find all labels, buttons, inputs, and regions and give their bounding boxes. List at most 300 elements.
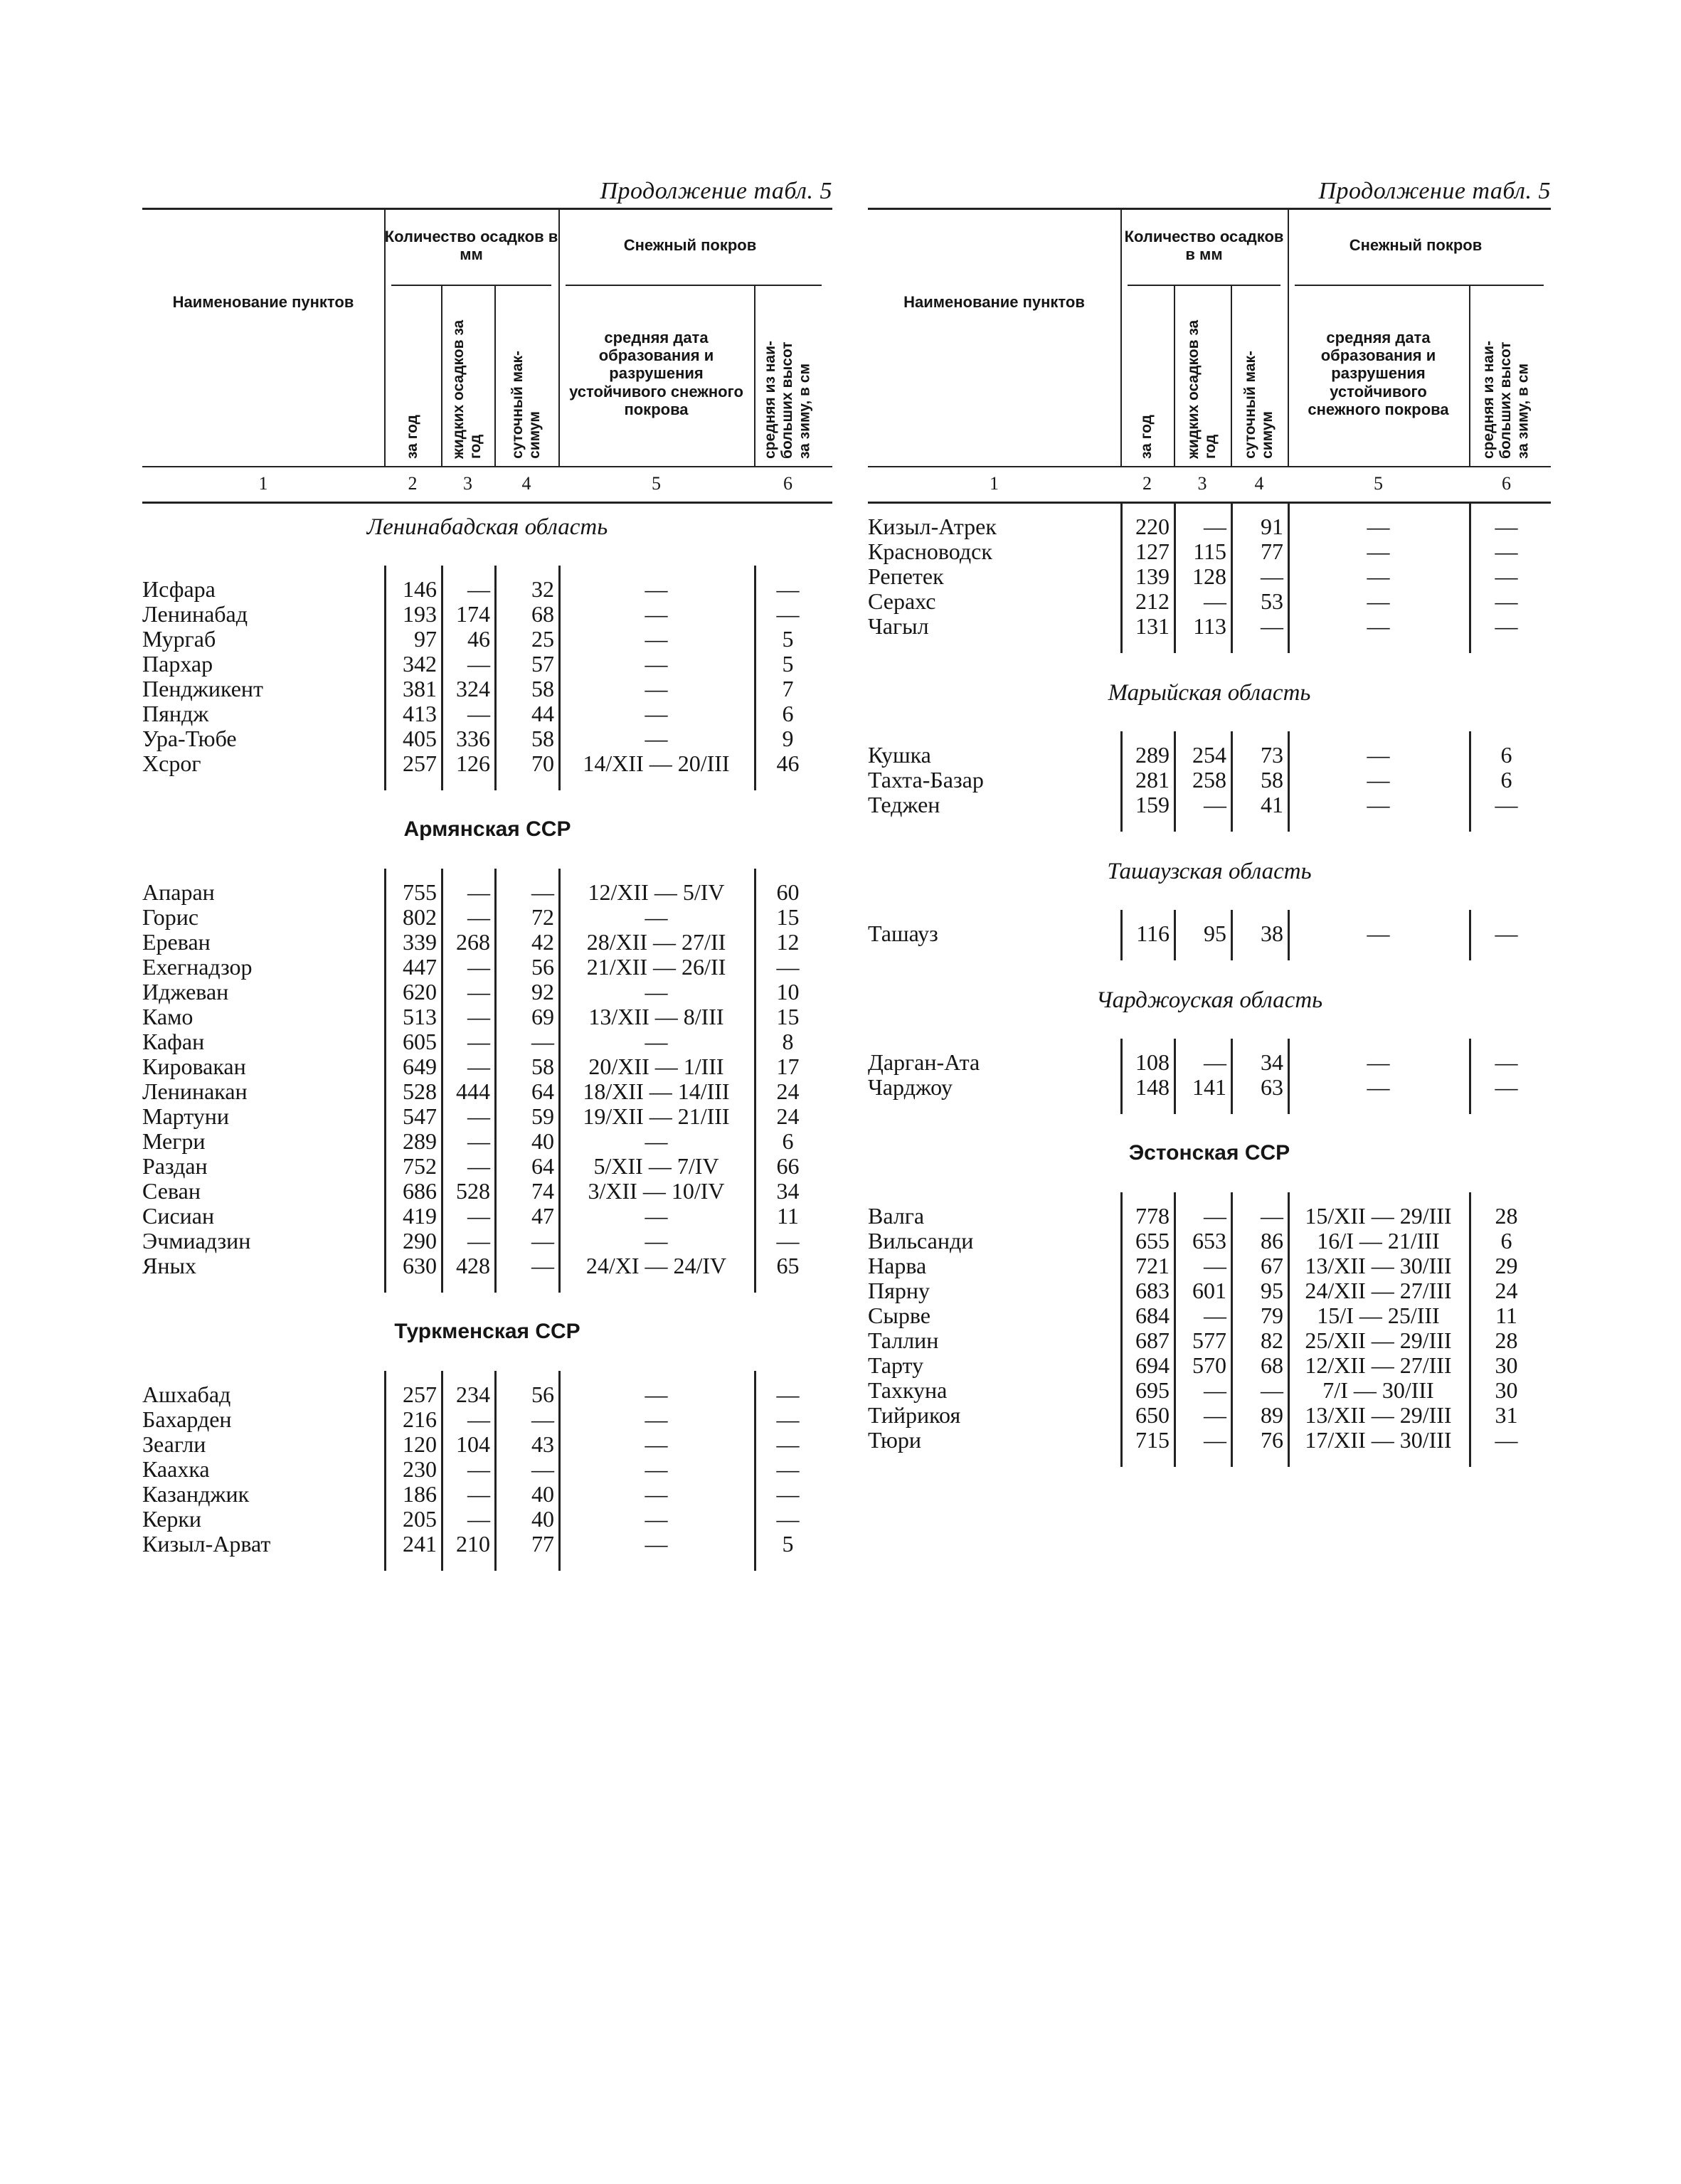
- row-cell: 46: [776, 751, 800, 776]
- row-cell: —: [1204, 792, 1226, 817]
- row-cell: 70: [531, 751, 554, 776]
- row-cell: 778: [1135, 1203, 1170, 1229]
- row-cell: Ташауз: [868, 921, 938, 946]
- row-cell: —: [645, 1506, 668, 1532]
- row-cell: Пяндж: [142, 701, 209, 726]
- row-cell: —: [467, 1029, 490, 1054]
- row-cell: 14/XII — 20/III: [583, 751, 730, 776]
- row-cell: 193: [403, 601, 437, 627]
- header-snow: Снежный покров: [1349, 236, 1483, 255]
- row-cell: Сисиан: [142, 1203, 215, 1229]
- row-cell: —: [776, 1506, 800, 1532]
- row-cell: 91: [1261, 514, 1283, 539]
- row-cell: 684: [1135, 1303, 1170, 1328]
- row-cell: 127: [1135, 539, 1170, 564]
- header-snow: Снежный покров: [623, 236, 757, 255]
- section-block: [868, 1017, 1551, 1128]
- table-row: [142, 1104, 832, 1129]
- row-cell: 97: [414, 626, 437, 652]
- row-cell: —: [467, 1153, 490, 1179]
- row-cell: 15/XII — 29/III: [1305, 1203, 1452, 1229]
- row-cell: —: [645, 1228, 668, 1253]
- row-cell: —: [1367, 792, 1390, 817]
- row-cell: 25/XII — 29/III: [1305, 1327, 1452, 1353]
- row-cell: 40: [531, 1506, 554, 1532]
- row-cell: 802: [403, 904, 437, 930]
- row-cell: 339: [403, 929, 437, 955]
- row-cell: 68: [531, 601, 554, 627]
- row-cell: —: [1204, 1427, 1226, 1453]
- section-block: [142, 1350, 832, 1585]
- row-cell: 7: [782, 676, 794, 701]
- header-divider: [384, 210, 386, 466]
- row-cell: Сырве: [868, 1303, 930, 1328]
- row-cell: 63: [1261, 1074, 1283, 1100]
- row-cell: —: [1204, 588, 1226, 614]
- table-row: [142, 1482, 832, 1507]
- header-name: Наименование пунктов: [172, 293, 354, 312]
- row-cell: —: [1495, 1074, 1518, 1100]
- header-divider: [1174, 285, 1175, 466]
- row-cell: 58: [531, 1054, 554, 1079]
- row-cell: 34: [776, 1178, 800, 1204]
- row-cell: Казанджик: [142, 1481, 250, 1507]
- row-cell: 56: [531, 1382, 554, 1407]
- row-cell: 24: [1495, 1278, 1518, 1303]
- row-cell: —: [1367, 563, 1390, 589]
- table-row: [142, 1532, 832, 1557]
- row-cell: —: [1495, 1427, 1518, 1453]
- table-row: [142, 1204, 832, 1229]
- row-cell: 268: [456, 929, 490, 955]
- row-cell: Пярну: [868, 1278, 930, 1303]
- header-height-cell: [754, 288, 822, 459]
- row-cell: Раздан: [142, 1153, 208, 1179]
- row-cell: —: [776, 1431, 800, 1457]
- row-cell: 41: [1261, 792, 1283, 817]
- row-cell: —: [1367, 1074, 1390, 1100]
- row-cell: 148: [1135, 1074, 1170, 1100]
- row-cell: Хсрог: [142, 751, 201, 776]
- table-row: [142, 1129, 832, 1154]
- row-cell: 79: [1261, 1303, 1283, 1328]
- header-divider: [1231, 285, 1232, 466]
- table-row: [142, 1054, 832, 1079]
- row-cell: 234: [456, 1382, 490, 1407]
- row-cell: —: [776, 1406, 800, 1432]
- row-cell: —: [645, 1128, 668, 1154]
- row-cell: —: [645, 601, 668, 627]
- section-title-text: Армянская ССР: [403, 817, 571, 841]
- row-cell: —: [467, 1128, 490, 1154]
- section-title: [868, 846, 1551, 889]
- row-cell: 257: [403, 751, 437, 776]
- row-cell: 16/I — 21/III: [1317, 1228, 1440, 1253]
- row-cell: 216: [403, 1406, 437, 1432]
- row-cell: 241: [403, 1531, 437, 1557]
- row-cell: —: [776, 576, 800, 602]
- row-cell: Мургаб: [142, 626, 216, 652]
- row-cell: —: [531, 1029, 554, 1054]
- column-number: 2: [408, 473, 418, 494]
- table-row: [142, 980, 832, 1004]
- section-block: [868, 502, 1551, 667]
- row-cell: Тюри: [868, 1427, 921, 1453]
- row-cell: 12: [776, 929, 800, 955]
- header-height: средняя из наи- больших высот за зиму, в см: [762, 341, 813, 459]
- row-cell: Ура-Тюбе: [142, 726, 237, 751]
- table-row: [868, 1353, 1551, 1378]
- row-cell: 210: [456, 1531, 490, 1557]
- row-cell: —: [776, 1456, 800, 1482]
- row-cell: —: [1367, 1049, 1390, 1075]
- row-cell: —: [1495, 921, 1518, 946]
- row-cell: Кушка: [868, 742, 931, 768]
- row-cell: —: [1367, 588, 1390, 614]
- row-cell: 120: [403, 1431, 437, 1457]
- row-cell: 108: [1135, 1049, 1170, 1075]
- row-cell: 58: [1261, 767, 1283, 793]
- row-cell: 695: [1135, 1377, 1170, 1403]
- row-cell: Апаран: [142, 879, 215, 905]
- table-row: [142, 1154, 832, 1179]
- header-dates: средняя дата образования и разрушения устойчивого снежного покрова: [1308, 328, 1449, 418]
- row-cell: —: [645, 701, 668, 726]
- row-cell: 73: [1261, 742, 1283, 768]
- header-year-cell: [1120, 288, 1174, 459]
- header-year: за год: [1138, 414, 1155, 459]
- row-cell: 687: [1135, 1327, 1170, 1353]
- row-cell: Валга: [868, 1203, 925, 1229]
- table-row: [142, 1004, 832, 1029]
- row-cell: 11: [777, 1203, 799, 1229]
- row-cell: 17/XII — 30/III: [1305, 1427, 1452, 1453]
- row-cell: 24: [776, 1078, 800, 1104]
- row-cell: 10: [776, 979, 800, 1004]
- row-cell: Таллин: [868, 1327, 939, 1353]
- row-cell: —: [645, 1029, 668, 1054]
- table-continuation-label: Продолжение табл. 5: [600, 178, 832, 204]
- row-cell: —: [531, 879, 554, 905]
- row-cell: 66: [776, 1153, 800, 1179]
- row-cell: —: [467, 651, 490, 677]
- row-cell: 220: [1135, 514, 1170, 539]
- row-cell: 715: [1135, 1427, 1170, 1453]
- table-row: [868, 1303, 1551, 1328]
- table-row: [142, 880, 832, 905]
- row-cell: —: [1495, 792, 1518, 817]
- row-cell: 126: [456, 751, 490, 776]
- column-number: 6: [1502, 473, 1511, 494]
- row-cell: Тахкуна: [868, 1377, 948, 1403]
- section-title: [142, 805, 832, 847]
- row-cell: Исфара: [142, 576, 216, 602]
- header-divider: [494, 285, 496, 466]
- row-cell: Ленинакан: [142, 1078, 248, 1104]
- table-header: [142, 210, 832, 502]
- table-row: [142, 1253, 832, 1278]
- row-cell: 6: [782, 701, 794, 726]
- row-cell: —: [776, 1228, 800, 1253]
- header-liquid: жидких осадков за год: [1184, 319, 1219, 459]
- row-cell: Вильсанди: [868, 1228, 974, 1253]
- header-precip: Количество осадков в мм: [384, 227, 558, 263]
- row-cell: 116: [1136, 921, 1170, 946]
- row-cell: —: [645, 1481, 668, 1507]
- row-cell: —: [467, 701, 490, 726]
- column-number-row: [142, 466, 832, 502]
- table-row: [142, 1179, 832, 1204]
- row-cell: 141: [1192, 1074, 1226, 1100]
- row-cell: 721: [1135, 1253, 1170, 1278]
- header-height: средняя из наи- больших высот за зиму, в см: [1480, 341, 1532, 459]
- row-cell: —: [531, 1406, 554, 1432]
- row-cell: Нарва: [868, 1253, 927, 1278]
- row-cell: 257: [403, 1382, 437, 1407]
- column-number: 4: [1254, 473, 1264, 494]
- row-cell: —: [467, 1456, 490, 1482]
- header-divider: [558, 210, 560, 466]
- row-cell: —: [1204, 1203, 1226, 1229]
- row-cell: Керки: [142, 1506, 201, 1532]
- row-cell: 24: [776, 1103, 800, 1129]
- row-cell: 69: [531, 1004, 554, 1029]
- table-row: [868, 589, 1551, 614]
- header-name: Наименование пунктов: [903, 293, 1085, 312]
- row-cell: —: [645, 1456, 668, 1482]
- row-cell: 32: [531, 576, 554, 602]
- table-row: [142, 930, 832, 955]
- table-row: [868, 564, 1551, 589]
- row-cell: 336: [456, 726, 490, 751]
- row-cell: 5: [782, 1531, 794, 1557]
- row-cell: 104: [456, 1431, 490, 1457]
- row-cell: 653: [1192, 1228, 1226, 1253]
- table-row: [868, 539, 1551, 564]
- section-block: [868, 1171, 1551, 1481]
- row-cell: —: [645, 904, 668, 930]
- row-cell: 755: [403, 879, 437, 905]
- row-cell: —: [1204, 1253, 1226, 1278]
- row-cell: 92: [531, 979, 554, 1004]
- row-cell: —: [467, 1004, 490, 1029]
- row-cell: 21/XII — 26/II: [586, 954, 726, 980]
- row-cell: Каахка: [142, 1456, 210, 1482]
- row-cell: 77: [1261, 539, 1283, 564]
- row-cell: —: [645, 1406, 668, 1432]
- row-cell: 12/XII — 27/III: [1305, 1352, 1452, 1378]
- table-row: [142, 701, 832, 726]
- section-title-text: Ташаузская область: [1107, 859, 1312, 884]
- row-cell: 24/XI — 24/IV: [585, 1253, 727, 1278]
- row-cell: 289: [403, 1128, 437, 1154]
- row-cell: —: [1204, 1402, 1226, 1428]
- row-cell: 13/XII — 8/III: [588, 1004, 724, 1029]
- row-cell: 601: [1192, 1278, 1226, 1303]
- row-cell: Пархар: [142, 651, 213, 677]
- header-divider: [1288, 210, 1289, 466]
- table-row: [868, 1428, 1551, 1453]
- row-cell: —: [1495, 613, 1518, 639]
- column-number: 1: [990, 473, 999, 494]
- table-row: [868, 921, 1551, 946]
- row-cell: 570: [1192, 1352, 1226, 1378]
- row-cell: 281: [1135, 767, 1170, 793]
- header-dates: средняя дата образования и разрушения устойчивого снежного покрова: [569, 328, 743, 418]
- row-cell: 447: [403, 954, 437, 980]
- row-cell: 30: [1495, 1352, 1518, 1378]
- column-number-row: [868, 466, 1551, 502]
- row-cell: —: [1204, 1377, 1226, 1403]
- row-cell: 528: [403, 1078, 437, 1104]
- row-cell: 405: [403, 726, 437, 751]
- section-title: [142, 1307, 832, 1350]
- row-cell: Тарту: [868, 1352, 924, 1378]
- table-row: [142, 1229, 832, 1253]
- row-cell: Серахс: [868, 588, 936, 614]
- header-group-rule: [1295, 285, 1544, 286]
- row-cell: —: [467, 1228, 490, 1253]
- row-cell: 694: [1135, 1352, 1170, 1378]
- row-cell: 342: [403, 651, 437, 677]
- row-cell: —: [645, 1203, 668, 1229]
- row-cell: Ехегнадзор: [142, 954, 253, 980]
- table-continuation-label: Продолжение табл. 5: [1318, 178, 1551, 204]
- row-cell: 12/XII — 5/IV: [588, 879, 725, 905]
- header-divider: [441, 285, 442, 466]
- left-table: [142, 178, 832, 1585]
- row-cell: 74: [531, 1178, 554, 1204]
- row-cell: Репетек: [868, 563, 944, 589]
- row-cell: —: [645, 626, 668, 652]
- table-row: [868, 614, 1551, 639]
- row-cell: —: [467, 1506, 490, 1532]
- row-cell: Ленинабад: [142, 601, 248, 627]
- row-cell: Севан: [142, 1178, 201, 1204]
- row-cell: —: [1204, 514, 1226, 539]
- row-cell: —: [467, 1054, 490, 1079]
- row-cell: 43: [531, 1431, 554, 1457]
- row-cell: 131: [1135, 613, 1170, 639]
- row-cell: Бахарден: [142, 1406, 232, 1432]
- row-cell: —: [1495, 1049, 1518, 1075]
- column-number: 5: [652, 473, 661, 494]
- row-cell: —: [1261, 563, 1283, 589]
- row-cell: 419: [403, 1203, 437, 1229]
- row-cell: 547: [403, 1103, 437, 1129]
- row-cell: 68: [1261, 1352, 1283, 1378]
- row-cell: 159: [1135, 792, 1170, 817]
- row-cell: —: [467, 1406, 490, 1432]
- row-cell: 82: [1261, 1327, 1283, 1353]
- section-block: [868, 710, 1551, 846]
- row-cell: 86: [1261, 1228, 1283, 1253]
- row-cell: —: [776, 1382, 800, 1407]
- row-cell: —: [531, 1253, 554, 1278]
- row-cell: —: [1367, 742, 1390, 768]
- row-cell: —: [467, 1103, 490, 1129]
- row-cell: 28/XII — 27/II: [586, 929, 726, 955]
- header-divider: [754, 285, 755, 466]
- section-title: [868, 667, 1551, 710]
- row-cell: —: [531, 1228, 554, 1253]
- row-cell: —: [776, 1481, 800, 1507]
- table-row: [142, 1507, 832, 1532]
- table-row: [868, 1253, 1551, 1278]
- header-divider: [1120, 210, 1122, 466]
- header-precip: Количество осадков в мм: [1124, 227, 1284, 263]
- row-cell: Ашхабад: [142, 1382, 231, 1407]
- header-liquid-cell: [1174, 288, 1231, 459]
- column-number: 3: [463, 473, 472, 494]
- row-cell: 59: [531, 1103, 554, 1129]
- table-row: [142, 577, 832, 602]
- row-cell: 76: [1261, 1427, 1283, 1453]
- row-cell: 205: [403, 1506, 437, 1532]
- section-title-text: Ленинабадская область: [366, 514, 608, 540]
- row-cell: 655: [1135, 1228, 1170, 1253]
- row-cell: 25: [531, 626, 554, 652]
- row-cell: —: [645, 576, 668, 602]
- header-height-cell: [1469, 288, 1544, 459]
- row-cell: Дарган-Ата: [868, 1049, 980, 1075]
- row-cell: 324: [456, 676, 490, 701]
- row-cell: 6: [782, 1128, 794, 1154]
- row-cell: 3/XII — 10/IV: [588, 1178, 725, 1204]
- row-cell: 30: [1495, 1377, 1518, 1403]
- column-number: 2: [1142, 473, 1152, 494]
- row-cell: 31: [1495, 1402, 1518, 1428]
- table-row: [868, 1403, 1551, 1428]
- row-cell: —: [467, 904, 490, 930]
- row-cell: 44: [531, 701, 554, 726]
- row-cell: 413: [403, 701, 437, 726]
- section-block: [142, 544, 832, 805]
- row-cell: 146: [403, 576, 437, 602]
- row-cell: 18/XII — 14/III: [583, 1078, 730, 1104]
- right-table: [868, 178, 1551, 1481]
- row-cell: Яных: [142, 1253, 196, 1278]
- row-cell: —: [1367, 921, 1390, 946]
- row-cell: 7/I — 30/III: [1322, 1377, 1434, 1403]
- row-cell: 13/XII — 29/III: [1305, 1402, 1452, 1428]
- row-cell: 17: [776, 1054, 800, 1079]
- table-row: [142, 905, 832, 930]
- header-liquid: жидких осадков за год: [450, 319, 484, 459]
- row-cell: 290: [403, 1228, 437, 1253]
- row-cell: —: [1261, 1377, 1283, 1403]
- row-cell: 67: [1261, 1253, 1283, 1278]
- row-cell: Кафан: [142, 1029, 205, 1054]
- row-cell: 6: [1500, 742, 1512, 768]
- header-daily-cell: [1231, 288, 1288, 459]
- table-row: [142, 677, 832, 701]
- header-year: за год: [403, 414, 420, 459]
- table-row: [142, 652, 832, 677]
- column-number: 1: [258, 473, 268, 494]
- row-cell: —: [1261, 1203, 1283, 1229]
- table-row: [142, 1432, 832, 1457]
- row-cell: Мартуни: [142, 1103, 230, 1129]
- row-cell: 15/I — 25/III: [1317, 1303, 1440, 1328]
- row-cell: 513: [403, 1004, 437, 1029]
- row-cell: —: [467, 879, 490, 905]
- row-cell: —: [1367, 613, 1390, 639]
- row-cell: 528: [456, 1178, 490, 1204]
- section-title-text: Эстонская ССР: [1128, 1141, 1290, 1165]
- row-cell: Кизыл-Атрек: [868, 514, 997, 539]
- row-cell: 34: [1261, 1049, 1283, 1075]
